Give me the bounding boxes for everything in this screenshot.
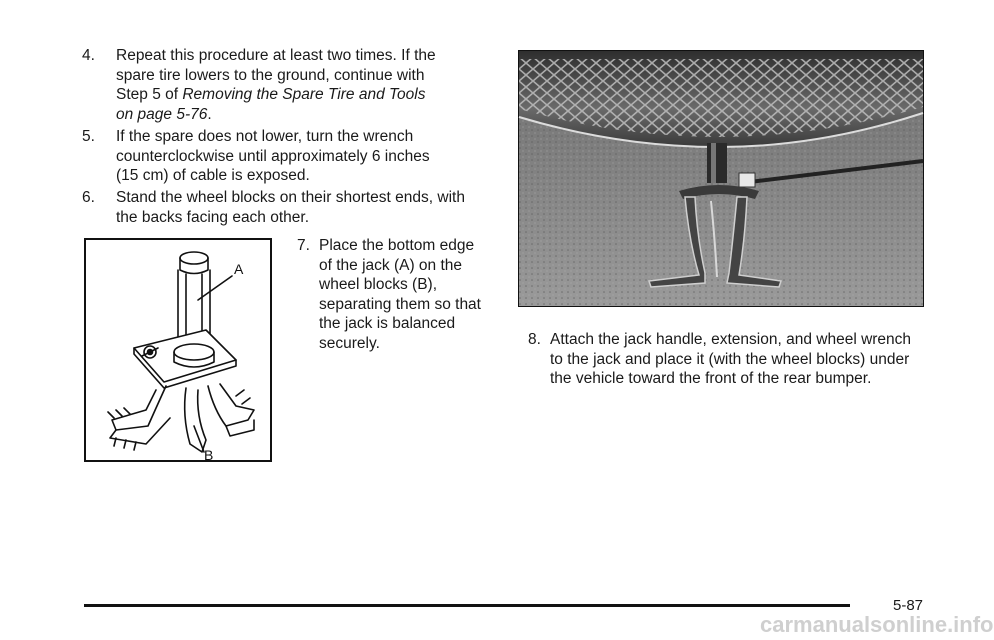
- cross-reference: on page 5-76: [116, 105, 208, 123]
- step-text-line: Place the bottom edge: [319, 237, 475, 254]
- cross-reference: Removing the Spare Tire and Tools: [182, 86, 426, 103]
- photo-drawing: [519, 51, 923, 306]
- step-4: [82, 46, 512, 124]
- step-text-line: the jack is balanced: [319, 315, 456, 332]
- step-5: [82, 127, 512, 186]
- step-number: 6.: [82, 189, 95, 206]
- step-text-line: Step 5 of: [116, 86, 183, 103]
- step-8: [528, 330, 928, 389]
- step-text-line: .: [207, 105, 212, 123]
- step-number: 8.: [528, 331, 541, 348]
- footer-rule: [84, 604, 850, 607]
- step-text-line: to the jack and place it (with the wheel blocks) under: [550, 350, 910, 368]
- step-6: [82, 188, 512, 227]
- step-text-line: spare tire lowers to the ground, continue with: [116, 66, 425, 84]
- step-text-line: the vehicle toward the front of the rear bumper.: [550, 370, 872, 387]
- step-7: [297, 236, 507, 353]
- step-text-line: separating them so that: [319, 295, 481, 313]
- jack-drawing: [86, 240, 270, 463]
- step-text-line: If the spare does not lower, turn the wrench: [116, 128, 414, 145]
- step-text-line: Repeat this procedure at least two times. If the: [116, 47, 436, 64]
- jack-illustration: [84, 238, 272, 462]
- step-text-line: the backs facing each other.: [116, 208, 310, 226]
- step-number: 4.: [82, 47, 95, 64]
- step-text-line: counterclockwise until approximately 6 inches: [116, 147, 430, 165]
- step-text-line: Stand the wheel blocks on their shortest ends, with: [116, 189, 465, 206]
- step-number: 7.: [297, 237, 310, 254]
- step-text-line: wheel blocks (B),: [319, 276, 438, 293]
- step-number: 5.: [82, 128, 95, 145]
- jack-under-tire-photo: [518, 50, 924, 307]
- step-text-line: (15 cm) of cable is exposed.: [116, 167, 310, 184]
- step-text-line: of the jack (A) on the: [319, 256, 463, 274]
- label-a: A: [234, 261, 244, 277]
- label-b: B: [204, 447, 214, 463]
- step-text-line: Attach the jack handle, extension, and wheel wrench: [550, 331, 912, 348]
- page-number: 5-87: [893, 597, 924, 614]
- step-text-line: securely.: [319, 334, 380, 352]
- watermark: carmanualsonline.info: [760, 612, 994, 637]
